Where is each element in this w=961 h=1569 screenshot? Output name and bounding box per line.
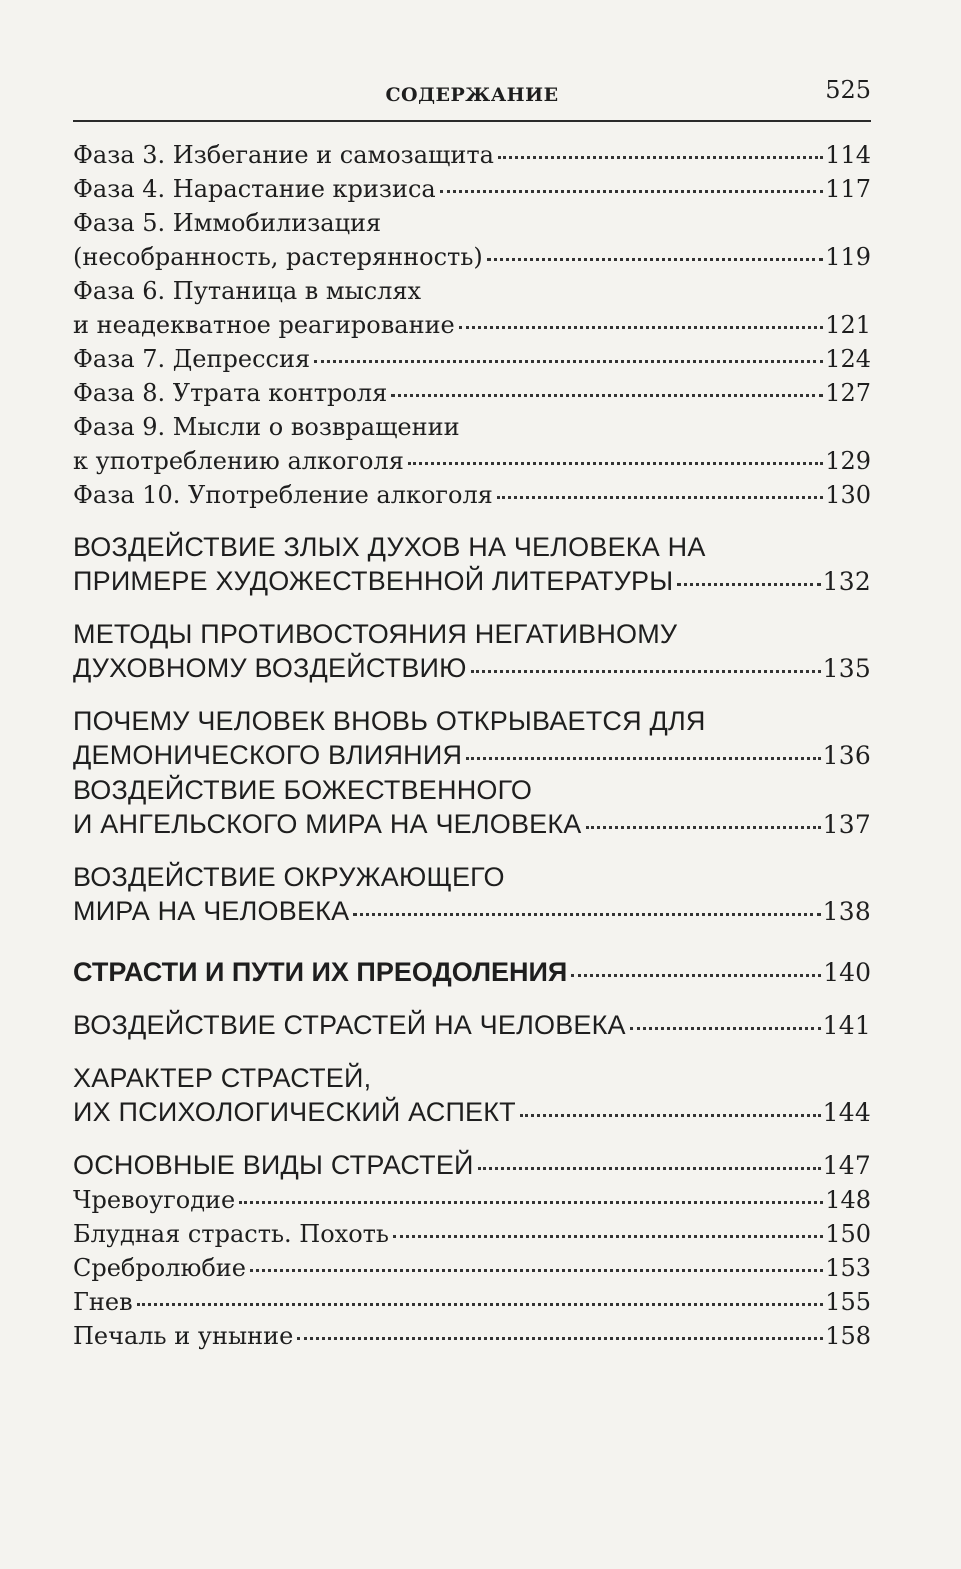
toc-entry-line xyxy=(73,860,871,894)
toc-entry xyxy=(73,1008,871,1043)
toc-entry-line xyxy=(73,206,871,240)
dot-leader xyxy=(391,394,823,397)
toc-entry-title: Гнев xyxy=(73,1288,133,1316)
toc-entry xyxy=(73,206,871,274)
toc-entry-title: Блудная страсть. Похоть xyxy=(73,1220,389,1248)
toc-entry xyxy=(73,530,871,599)
dot-leader xyxy=(466,757,821,760)
toc-entry-line xyxy=(73,894,871,929)
dot-leader xyxy=(586,826,821,829)
dot-leader xyxy=(498,156,823,159)
dot-leader xyxy=(353,913,820,916)
toc-page-number: 124 xyxy=(825,345,871,373)
toc-entry-title: Фаза 8. Утрата контроля xyxy=(73,379,388,407)
toc-entry-line xyxy=(73,478,871,512)
toc-entry-title: ПОЧЕМУ ЧЕЛОВЕК ВНОВЬ ОТКРЫВАЕТСЯ ДЛЯ xyxy=(73,706,706,736)
toc-entry xyxy=(73,1251,871,1285)
toc-entry-line xyxy=(73,274,871,308)
toc-entry-line xyxy=(73,704,871,738)
toc-entry-line xyxy=(73,1183,871,1217)
toc-entry-line xyxy=(73,444,871,478)
toc-entry xyxy=(73,376,871,410)
dot-leader xyxy=(497,496,823,499)
toc-entry-title: Чревоугодие xyxy=(73,1186,236,1214)
dot-leader xyxy=(250,1269,823,1272)
dot-leader xyxy=(239,1201,823,1204)
toc-entry xyxy=(73,478,871,512)
toc-page-number: 150 xyxy=(825,1220,871,1248)
toc-page-number: 129 xyxy=(825,447,871,475)
dot-leader xyxy=(471,670,821,673)
toc-entry-title: ХАРАКТЕР СТРАСТЕЙ, xyxy=(73,1063,372,1093)
toc-page-number: 136 xyxy=(822,741,871,770)
toc-entry-line xyxy=(73,1217,871,1251)
toc-entry-title: Фаза 10. Употребление алкоголя xyxy=(73,481,493,509)
dot-leader xyxy=(677,583,820,586)
toc-entry-title: Фаза 4. Нарастание кризиса xyxy=(73,175,436,203)
toc-entry-title: МИРА НА ЧЕЛОВЕКА xyxy=(73,896,350,926)
toc-entry-title: МЕТОДЫ ПРОТИВОСТОЯНИЯ НЕГАТИВНОМУ xyxy=(73,619,678,649)
toc-entry xyxy=(73,342,871,376)
dot-leader xyxy=(297,1337,823,1340)
toc-entry-line xyxy=(73,955,871,990)
toc-page-number: 121 xyxy=(825,311,871,339)
dot-leader xyxy=(630,1027,821,1030)
toc-entry-line xyxy=(73,617,871,651)
toc-entry-line xyxy=(73,807,871,842)
header-title: СОДЕРЖАНИЕ xyxy=(385,84,559,106)
toc-entry-line xyxy=(73,342,871,376)
toc-page-number: 153 xyxy=(825,1254,871,1282)
toc-entry xyxy=(73,1061,871,1130)
toc-entry xyxy=(73,410,871,478)
toc-entry-line xyxy=(73,1319,871,1353)
toc-entry-title: Печаль и уныние xyxy=(73,1322,294,1350)
toc-entry-line xyxy=(73,651,871,686)
toc-page-number: 132 xyxy=(822,567,871,596)
dot-leader xyxy=(393,1235,823,1238)
toc-entry-line xyxy=(73,172,871,206)
toc-page-number: 119 xyxy=(825,243,871,271)
dot-leader xyxy=(487,258,823,261)
toc-entry-line xyxy=(73,1285,871,1319)
toc-entry-line xyxy=(73,738,871,773)
dot-leader xyxy=(478,1167,821,1170)
toc-entry-title: СТРАСТИ И ПУТИ ИХ ПРЕОДОЛЕНИЯ xyxy=(73,957,568,987)
toc-entry-line xyxy=(73,1008,871,1043)
toc-page-number: 130 xyxy=(825,481,871,509)
toc-entry-title: (несобранность, растерянность) xyxy=(73,243,483,271)
dot-leader xyxy=(314,360,823,363)
toc-page-number: 144 xyxy=(822,1098,871,1127)
toc-entry xyxy=(73,773,871,842)
toc-entry-title: ДУХОВНОМУ ВОЗДЕЙСТВИЮ xyxy=(73,653,467,683)
toc-page-number: 114 xyxy=(825,141,871,169)
running-header xyxy=(73,68,871,122)
toc-entry-title: ИХ ПСИХОЛОГИЧЕСКИЙ АСПЕКТ xyxy=(73,1097,516,1127)
toc-entry xyxy=(73,274,871,342)
toc-entry-title: ВОЗДЕЙСТВИЕ ЗЛЫХ ДУХОВ НА ЧЕЛОВЕКА НА xyxy=(73,532,706,562)
toc-page-number: 135 xyxy=(822,654,871,683)
toc-page-number: 137 xyxy=(822,810,871,839)
dot-leader xyxy=(137,1303,824,1306)
dot-leader xyxy=(440,190,823,193)
toc-entry xyxy=(73,1285,871,1319)
toc-entry-title: ВОЗДЕЙСТВИЕ БОЖЕСТВЕННОГО xyxy=(73,775,533,805)
toc-entry-line xyxy=(73,1095,871,1130)
toc-page-number: 127 xyxy=(825,379,871,407)
toc-entry xyxy=(73,1217,871,1251)
toc-page-number: 140 xyxy=(823,958,871,987)
toc-entry-line xyxy=(73,530,871,564)
toc-entry-title: к употреблению алкоголя xyxy=(73,447,404,475)
toc-entry xyxy=(73,172,871,206)
toc-page-number: 138 xyxy=(822,897,871,926)
toc-entry-title: Фаза 7. Депрессия xyxy=(73,345,311,373)
dot-leader xyxy=(571,974,821,977)
toc-entry-line xyxy=(73,138,871,172)
toc-entry-title: ВОЗДЕЙСТВИЕ СТРАСТЕЙ НА ЧЕЛОВЕКА xyxy=(73,1010,626,1040)
toc-entry-title: ОСНОВНЫЕ ВИДЫ СТРАСТЕЙ xyxy=(73,1150,474,1180)
toc-entry-line xyxy=(73,1251,871,1285)
toc-page-number: 148 xyxy=(825,1186,871,1214)
toc-entry-line xyxy=(73,376,871,410)
toc-entry-title: ДЕМОНИЧЕСКОГО ВЛИЯНИЯ xyxy=(73,740,463,770)
toc-page-number: 155 xyxy=(825,1288,871,1316)
toc-entry xyxy=(73,955,871,990)
toc-entry xyxy=(73,1183,871,1217)
toc-entry-title: Сребролюбие xyxy=(73,1254,246,1282)
header-page-number: 525 xyxy=(825,76,871,104)
toc-page-number: 141 xyxy=(822,1011,871,1040)
table-of-contents xyxy=(73,138,871,1353)
dot-leader xyxy=(520,1114,821,1117)
toc-entry-title: Фаза 5. Иммобилизация xyxy=(73,209,382,237)
toc-page-number: 147 xyxy=(822,1151,871,1180)
toc-entry-title: Фаза 3. Избегание и самозащита xyxy=(73,141,494,169)
toc-entry xyxy=(73,704,871,773)
toc-entry-line xyxy=(73,1061,871,1095)
toc-entry-line xyxy=(73,308,871,342)
toc-entry xyxy=(73,138,871,172)
toc-entry xyxy=(73,860,871,929)
toc-entry xyxy=(73,1148,871,1183)
toc-entry xyxy=(73,617,871,686)
toc-entry-line xyxy=(73,564,871,599)
toc-entry-title: Фаза 9. Мысли о возвращении xyxy=(73,413,460,441)
toc-entry xyxy=(73,1319,871,1353)
toc-entry-line xyxy=(73,240,871,274)
dot-leader xyxy=(459,326,823,329)
dot-leader xyxy=(408,462,823,465)
toc-entry-line xyxy=(73,410,871,444)
toc-entry-title: ВОЗДЕЙСТВИЕ ОКРУЖАЮЩЕГО xyxy=(73,862,505,892)
toc-entry-title: и неадекватное реагирование xyxy=(73,311,455,339)
toc-entry-title: ПРИМЕРЕ ХУДОЖЕСТВЕННОЙ ЛИТЕРАТУРЫ xyxy=(73,566,674,596)
toc-entry-title: И АНГЕЛЬСКОГО МИРА НА ЧЕЛОВЕКА xyxy=(73,809,582,839)
toc-page-number: 158 xyxy=(825,1322,871,1350)
toc-entry-title: Фаза 6. Путаница в мыслях xyxy=(73,277,422,305)
toc-entry-line xyxy=(73,773,871,807)
toc-page-number: 117 xyxy=(825,175,871,203)
toc-entry-line xyxy=(73,1148,871,1183)
